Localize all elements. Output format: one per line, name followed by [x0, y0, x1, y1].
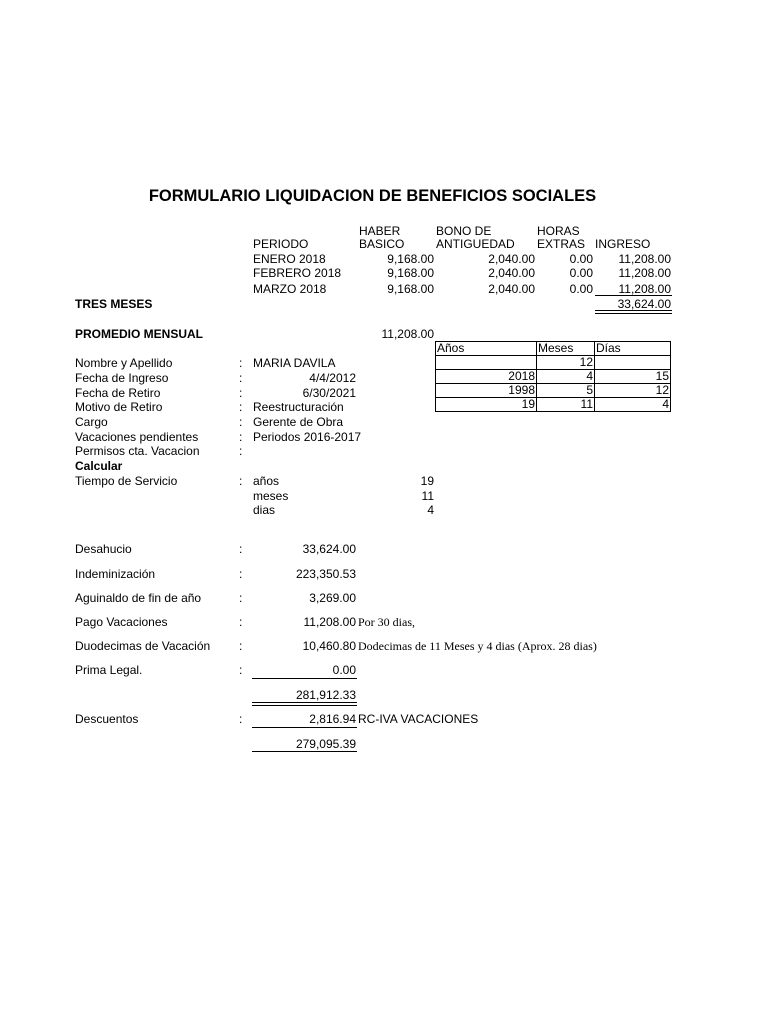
dias-value: 4 — [427, 503, 434, 517]
tiempo-label: Tiempo de Servicio — [75, 474, 178, 488]
colon: : — [239, 712, 243, 726]
colon: : — [239, 356, 243, 370]
calcular-label: Calcular — [75, 459, 123, 473]
header-anos: Años — [436, 342, 537, 356]
service-table — [435, 341, 671, 412]
sum-underline — [595, 295, 672, 296]
colon: : — [239, 615, 243, 629]
promedio-label: PROMEDIO MENSUAL — [75, 327, 204, 341]
total-value: 279,095.39 — [295, 737, 356, 751]
cell-meses: 5 — [537, 384, 595, 398]
header-horas-l1: HORAS — [537, 224, 580, 238]
descuentos-underline — [252, 727, 357, 728]
descuentos-label: Descuentos — [75, 712, 139, 726]
colon: : — [239, 542, 243, 556]
indem-value: 223,350.53 — [295, 567, 356, 581]
row-ingreso: 11,208.00 — [618, 252, 671, 266]
aguinaldo-value: 3,269.00 — [309, 591, 356, 605]
pago-value: 11,208.00 — [303, 615, 356, 629]
total-double-underline — [595, 310, 672, 314]
header-haber-l2: BASICO — [359, 237, 405, 251]
fecha-retiro-value: 6/30/2021 — [302, 386, 356, 400]
dias-label: dias — [253, 503, 276, 517]
cell-anos — [436, 356, 537, 370]
meses-value: 11 — [421, 489, 434, 503]
row-periodo: ENERO 2018 — [253, 252, 326, 266]
colon: : — [239, 663, 243, 677]
page-title: FORMULARIO LIQUIDACION DE BENEFICIOS SOCIALES — [148, 187, 597, 205]
aguinaldo-label: Aguinaldo de fin de año — [75, 591, 202, 605]
fecha-ingreso-value: 4/4/2012 — [309, 371, 356, 385]
colon: : — [239, 386, 243, 400]
cell-meses: 4 — [537, 370, 595, 384]
colon: : — [239, 430, 243, 444]
colon: : — [239, 444, 243, 458]
row-haber: 9,168.00 — [387, 266, 434, 280]
colon: : — [239, 415, 243, 429]
row-haber: 9,168.00 — [387, 252, 434, 266]
nombre-value: MARIA DAVILA — [253, 356, 336, 370]
colon: : — [239, 474, 243, 488]
duod-label: Duodecimas de Vacación — [75, 639, 211, 653]
fecha-ingreso-label: Fecha de Ingreso — [75, 371, 169, 385]
cell-dias: 12 — [595, 384, 671, 398]
table-row — [436, 398, 671, 412]
table-row — [436, 384, 671, 398]
row-horas: 0.00 — [569, 252, 593, 266]
duod-note: Dodecimas de 11 Meses y 4 dias (Aprox. 28 dias) — [358, 639, 597, 653]
row-periodo: MARZO 2018 — [253, 282, 327, 296]
pago-note: Por 30 dias, — [358, 615, 415, 629]
colon: : — [239, 400, 243, 414]
row-bono: 2,040.00 — [488, 282, 535, 296]
row-bono: 2,040.00 — [488, 252, 535, 266]
header-haber-l1: HABER — [359, 224, 401, 238]
desahucio-label: Desahucio — [75, 542, 132, 556]
header-meses: Meses — [537, 342, 595, 356]
fecha-retiro-label: Fecha de Retiro — [75, 386, 161, 400]
colon: : — [239, 591, 243, 605]
motivo-value: Reestructuración — [253, 400, 344, 414]
descuentos-note: RC-IVA VACACIONES — [358, 712, 479, 726]
cargo-value: Gerente de Obra — [253, 415, 344, 429]
cell-anos: 19 — [436, 398, 537, 412]
row-ingreso: 11,208.00 — [618, 266, 671, 280]
prima-label: Prima Legal. — [75, 663, 143, 677]
desahucio-value: 33,624.00 — [302, 542, 356, 556]
header-periodo: PERIODO — [253, 237, 309, 251]
vacaciones-label: Vacaciones pendientes — [75, 430, 199, 444]
anos-value: 19 — [420, 474, 434, 488]
colon: : — [239, 639, 243, 653]
table-row — [436, 356, 671, 370]
cell-meses: 12 — [537, 356, 595, 370]
cell-dias — [595, 356, 671, 370]
header-bono-l2: ANTIGUEDAD — [436, 237, 515, 251]
table-row — [436, 370, 671, 384]
tres-meses-label: TRES MESES — [75, 297, 153, 311]
row-horas: 0.00 — [569, 282, 593, 296]
header-dias: Días — [595, 342, 671, 356]
row-horas: 0.00 — [569, 266, 593, 280]
header-ingreso: INGRESO — [595, 237, 651, 251]
subtotal-double-underline — [252, 702, 357, 706]
service-table-header — [436, 342, 671, 356]
colon: : — [239, 371, 243, 385]
pago-label: Pago Vacaciones — [75, 615, 168, 629]
anos-label: años — [253, 474, 280, 488]
header-bono-l1: BONO DE — [436, 224, 492, 238]
motivo-label: Motivo de Retiro — [75, 400, 163, 414]
duod-value: 10,460.80 — [302, 639, 356, 653]
total-underline — [252, 751, 357, 752]
row-bono: 2,040.00 — [488, 266, 535, 280]
tres-meses-total: 33,624.00 — [617, 297, 671, 311]
prima-value: 0.00 — [332, 663, 356, 677]
meses-label: meses — [253, 489, 289, 503]
descuentos-value: 2,816.94 — [309, 712, 356, 726]
row-ingreso: 11,208.00 — [618, 282, 671, 296]
indem-label: Indeminización — [75, 567, 156, 581]
cell-anos: 2018 — [436, 370, 537, 384]
nombre-label: Nombre y Apellido — [75, 356, 173, 370]
cargo-label: Cargo — [75, 415, 108, 429]
colon: : — [239, 567, 243, 581]
cell-anos: 1998 — [436, 384, 537, 398]
permisos-label: Permisos cta. Vacacion — [75, 444, 200, 458]
subtotal-value: 281,912.33 — [295, 688, 356, 702]
row-periodo: FEBRERO 2018 — [253, 266, 342, 280]
cell-meses: 11 — [537, 398, 595, 412]
cell-dias: 4 — [595, 398, 671, 412]
prima-underline — [252, 678, 357, 679]
vacaciones-value: Periodos 2016-2017 — [253, 430, 362, 444]
header-horas-l2: EXTRAS — [537, 237, 586, 251]
row-haber: 9,168.00 — [387, 282, 434, 296]
cell-dias: 15 — [595, 370, 671, 384]
promedio-value: 11,208.00 — [381, 327, 434, 341]
